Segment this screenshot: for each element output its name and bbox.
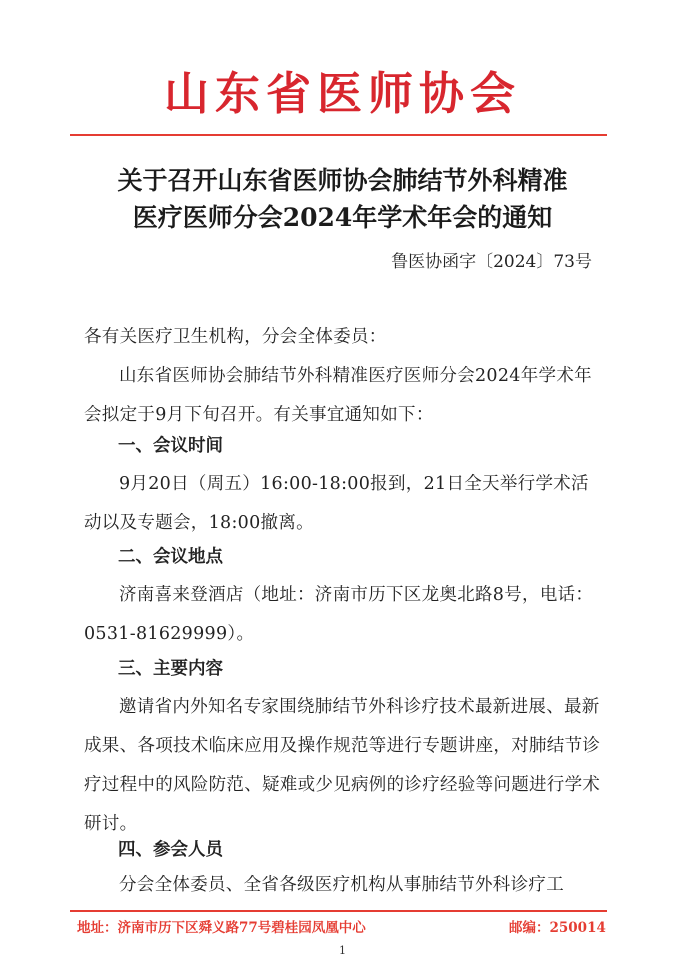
footer-postcode: 邮编：250014 (509, 920, 606, 936)
letterhead-divider (70, 134, 607, 136)
document-title-line-2: 医疗医师分会2024年学术年会的通知 (132, 203, 553, 232)
footer-address: 地址：济南市历下区舜义路77号碧桂园凤凰中心 (77, 920, 366, 936)
section-body-location: 济南喜来登酒店（地址：济南市历下区龙奥北路8号，电话：0531-81629999）。 (84, 585, 594, 644)
section-heading-attendees: 四、参会人员 (118, 840, 223, 860)
page-number: 1 (339, 944, 346, 957)
section-body-content: 邀请省内外知名专家围绕肺结节外科诊疗技术最新进展、最新成果、各项技术临床应用及操作规范等进行专题讲座，对肺结节诊疗过程中的风险防范、疑难或少见病例的诊疗经验等问题进行学术研讨。 (84, 697, 601, 834)
letterhead-org-name: 山东省医师协会 (163, 67, 521, 120)
section-body-time: 9月20日（周五）16:00-18:00报到，21日全天举行学术活动以及专题会，18:00撤离。 (84, 474, 589, 533)
salutation: 各有关医疗卫生机构，分会全体委员： (84, 327, 387, 347)
footer-divider (70, 910, 607, 912)
section-heading-content: 三、主要内容 (118, 659, 223, 679)
section-body-attendees: 分会全体委员、全省各级医疗机构从事肺结节外科诊疗工 (119, 875, 564, 895)
section-heading-location: 二、会议地点 (118, 547, 223, 567)
section-heading-time: 一、会议时间 (118, 436, 223, 456)
document-number: 鲁医协函字〔2024〕73号 (391, 252, 592, 272)
intro-paragraph: 山东省医师协会肺结节外科精准医疗医师分会2024年学术年会拟定于9月下旬召开。有关事宜通知如下： (84, 366, 592, 425)
document-title-line-1: 关于召开山东省医师协会肺结节外科精准 (117, 166, 568, 195)
